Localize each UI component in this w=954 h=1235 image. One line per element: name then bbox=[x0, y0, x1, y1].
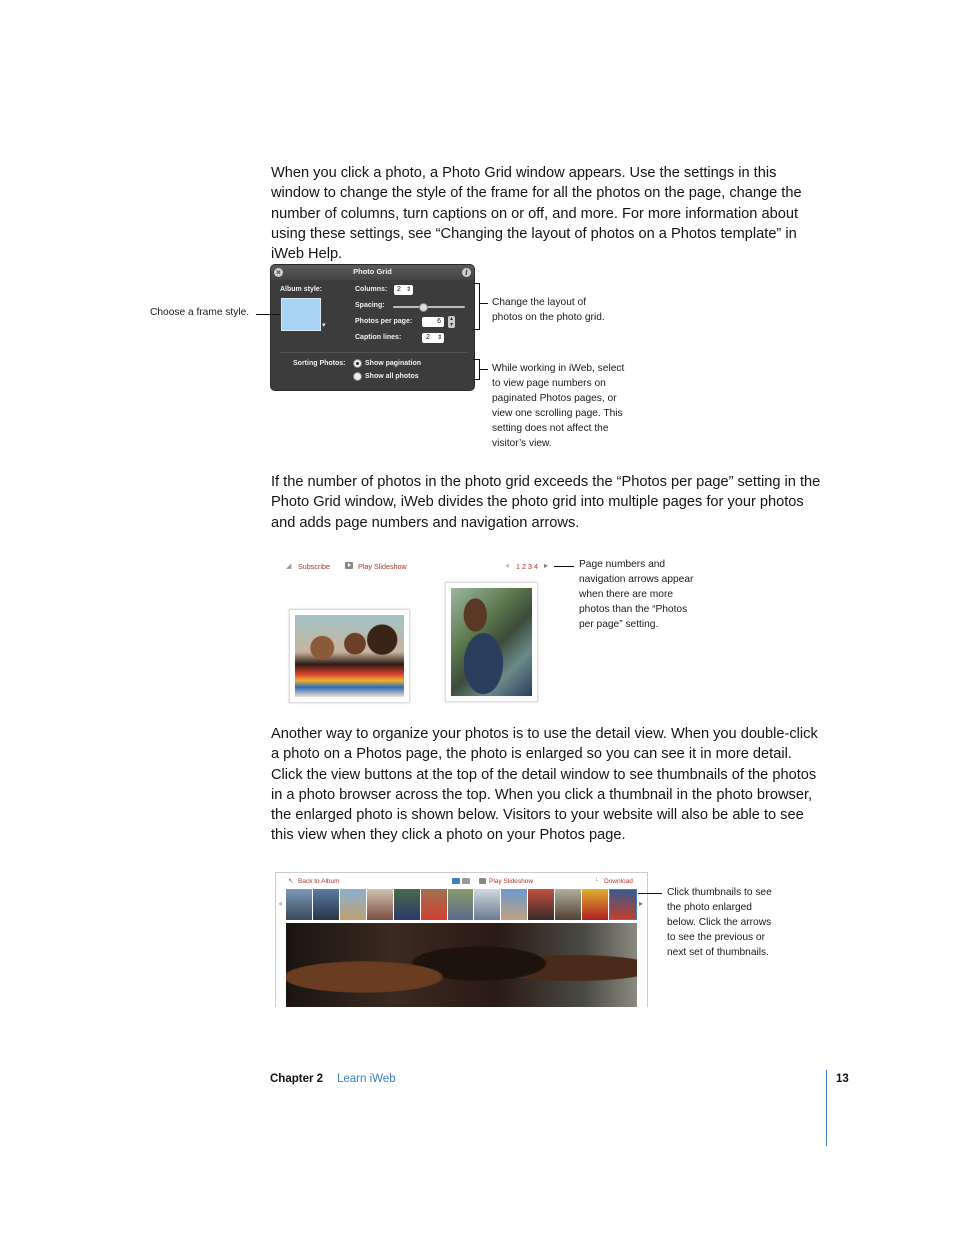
thumbnail[interactable] bbox=[286, 889, 312, 920]
callout-line: view one scrolling page. This bbox=[492, 407, 623, 419]
detail-view-paragraph: Another way to organize your photos is to use the detail view. When you double-click a photo on a Photos page, the photo is enlarged so you can see it in more detail. Click the view buttons at the top of the detail window to see thumbnails of the photos in a photo browser across the top. When you click a thumbnail in the photo browser, the enlarged photo is shown below. Visitors to your website will also be able to see this view when they click a photo on your Photos page. bbox=[271, 726, 818, 844]
photo-friends-image bbox=[295, 615, 404, 697]
thumbnail[interactable] bbox=[474, 889, 500, 920]
callout-line: when there are more bbox=[579, 588, 674, 600]
slideshow-icon bbox=[479, 878, 486, 884]
prev-thumbnails-arrow-icon[interactable]: ◂ bbox=[278, 899, 283, 908]
callout-frame-style: Choose a frame style. bbox=[150, 307, 250, 318]
footer-rule bbox=[826, 1070, 827, 1146]
columns-select[interactable] bbox=[394, 285, 413, 295]
dropdown-arrow-icon[interactable]: ▾ bbox=[322, 322, 326, 329]
photos-per-page-input[interactable] bbox=[422, 317, 444, 327]
thumbnail[interactable] bbox=[501, 889, 527, 920]
single-view-button[interactable] bbox=[462, 878, 470, 884]
back-arrow-icon: ↖ bbox=[288, 878, 294, 885]
callout-line: photos than the “Photos bbox=[579, 603, 688, 615]
enlarged-photo bbox=[286, 923, 637, 1007]
download-link[interactable]: Download bbox=[604, 878, 633, 885]
leader-line bbox=[554, 566, 574, 567]
thumbnail[interactable] bbox=[340, 889, 366, 920]
thumbnail[interactable] bbox=[582, 889, 608, 920]
callout-line: Page numbers and bbox=[579, 559, 666, 570]
caption-lines-label: Caption lines: bbox=[355, 334, 402, 341]
thumbnail[interactable] bbox=[555, 889, 581, 920]
bracket bbox=[473, 379, 480, 380]
next-thumbnails-arrow-icon[interactable]: ▸ bbox=[639, 899, 644, 908]
thumbnail-selected[interactable] bbox=[609, 889, 637, 920]
callout-line: below. Click the arrows bbox=[667, 916, 772, 928]
callout-layout bbox=[492, 296, 605, 326]
callout-line: the photo enlarged bbox=[667, 901, 752, 913]
info-icon[interactable]: i bbox=[462, 268, 471, 277]
columns-label: Columns: bbox=[355, 286, 388, 293]
subscribe-link[interactable]: Subscribe bbox=[298, 562, 330, 571]
callout-line: next set of thumbnails. bbox=[667, 946, 769, 958]
intro-paragraph: When you click a photo, a Photo Grid window appears. Use the settings in this window to change the style of the frame for all the photos on the page, change the number of columns, turn captions on or off, and more. For more information about using these settings, see “Changing the layout of photos on a Photos template” in iWeb Help. bbox=[271, 165, 802, 263]
callout-line: setting does not affect the bbox=[492, 422, 609, 434]
caption-lines-select[interactable] bbox=[422, 333, 444, 343]
photo-woman-image bbox=[451, 588, 532, 696]
radio-show-all-photos[interactable] bbox=[353, 372, 362, 381]
callout-line: to view page numbers on bbox=[492, 377, 606, 389]
pagination-paragraph: If the number of photos in the photo grid exceeds the “Photos per page” setting in the Photo Grid window, iWeb divides the photo grid into multiple pages for your photos and adds page numbers and navigation arrows. bbox=[271, 474, 821, 531]
album-style-swatch[interactable] bbox=[281, 298, 321, 331]
thumbnail[interactable] bbox=[528, 889, 554, 920]
radio-selected-dot bbox=[356, 362, 359, 365]
bracket bbox=[473, 329, 480, 330]
photo-thumbnail[interactable] bbox=[445, 582, 538, 702]
chapter-label: Chapter 2 bbox=[270, 1073, 324, 1085]
callout-line: navigation arrows appear bbox=[579, 573, 694, 585]
divider bbox=[280, 352, 468, 353]
slideshow-icon bbox=[345, 562, 353, 569]
spacing-slider-thumb[interactable] bbox=[419, 303, 428, 312]
leader-line bbox=[480, 303, 488, 304]
play-slideshow-link[interactable]: Play Slideshow bbox=[358, 562, 407, 571]
show-pagination-label: Show pagination bbox=[365, 360, 421, 367]
thumbnail[interactable] bbox=[448, 889, 474, 920]
caption-lines-value: 2 bbox=[426, 334, 430, 341]
thumbnail[interactable] bbox=[313, 889, 339, 920]
callout-line: Change the layout of bbox=[492, 297, 587, 308]
spacing-label: Spacing: bbox=[355, 302, 385, 309]
album-style-label: Album style: bbox=[280, 286, 323, 293]
thumbnail-strip bbox=[286, 889, 637, 920]
show-all-photos-label: Show all photos bbox=[365, 373, 419, 380]
callout-line: to see the previous or bbox=[667, 931, 765, 943]
callout-line: visitor’s view. bbox=[492, 437, 552, 449]
thumbnail[interactable] bbox=[421, 889, 447, 920]
play-slideshow-link[interactable]: Play Slideshow bbox=[489, 878, 534, 885]
thumbnail-view-button[interactable] bbox=[452, 878, 460, 884]
chapter-title: Learn iWeb bbox=[337, 1073, 396, 1085]
photo-thumbnail[interactable] bbox=[289, 609, 410, 703]
columns-value: 2 bbox=[397, 286, 401, 293]
callout-line: per page” setting. bbox=[579, 618, 659, 630]
leader-line bbox=[480, 369, 488, 370]
callout-thumbnails bbox=[667, 886, 772, 961]
callout-page-numbers bbox=[579, 558, 693, 633]
photos-per-page-label: Photos per page: bbox=[355, 318, 413, 325]
stepper-arrows-icon: ⇕ bbox=[405, 287, 411, 293]
sorting-photos-label: Sorting Photos: bbox=[293, 360, 346, 367]
callout-line: paginated Photos pages, or bbox=[492, 392, 617, 404]
radio-show-pagination[interactable] bbox=[353, 359, 362, 368]
callout-line: photos on the photo grid. bbox=[492, 311, 605, 323]
rss-icon: ◢ bbox=[286, 563, 292, 570]
detail-view-window bbox=[275, 872, 648, 1007]
callout-line: Click thumbnails to see bbox=[667, 887, 772, 898]
spacing-slider[interactable] bbox=[393, 306, 465, 308]
close-icon[interactable]: × bbox=[274, 268, 283, 277]
page-number: 13 bbox=[836, 1073, 849, 1085]
leader-line bbox=[638, 893, 662, 894]
photos-per-page-stepper[interactable]: ▴ ▾ bbox=[449, 316, 453, 328]
bracket bbox=[479, 283, 480, 330]
thumbnail[interactable] bbox=[394, 889, 420, 920]
leader-line bbox=[256, 314, 280, 315]
thumbnail[interactable] bbox=[367, 889, 393, 920]
photos-per-page-value: 6 bbox=[437, 318, 441, 325]
page-numbers[interactable]: 1 2 3 4 bbox=[516, 562, 538, 571]
callout-pagination bbox=[492, 362, 624, 451]
back-to-album-link[interactable]: Back to Album bbox=[298, 878, 340, 885]
prev-arrow-icon[interactable]: ◂ bbox=[505, 561, 510, 570]
window-titlebar bbox=[271, 265, 474, 280]
stepper-arrows-icon: ⇕ bbox=[436, 335, 442, 341]
next-arrow-icon[interactable]: ▸ bbox=[544, 561, 549, 570]
window-title: Photo Grid bbox=[353, 267, 392, 276]
download-icon: ↓ bbox=[595, 876, 599, 883]
callout-line: While working in iWeb, select bbox=[492, 363, 625, 374]
